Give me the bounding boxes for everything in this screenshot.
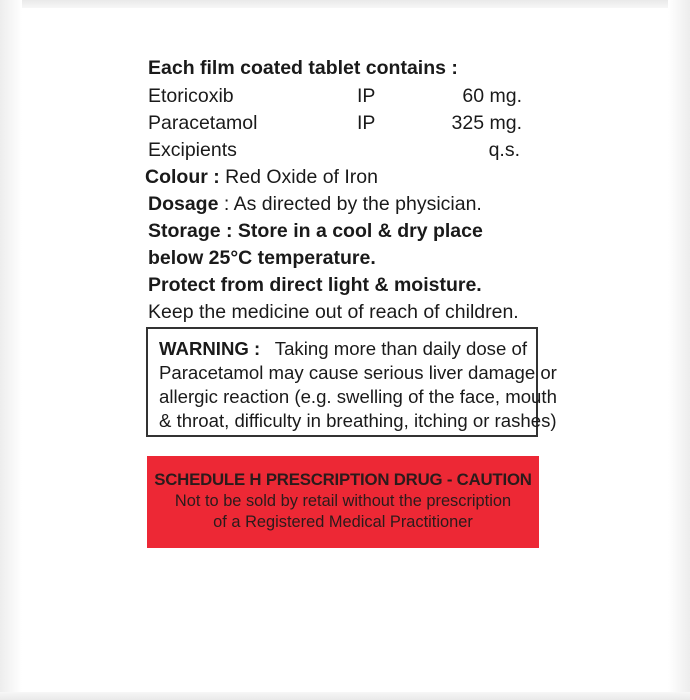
bottom-edge-shadow	[0, 692, 690, 700]
ingredient-standard: IP	[357, 112, 376, 134]
top-edge-shadow	[0, 0, 690, 8]
ingredient-name: Paracetamol	[148, 112, 258, 134]
warning-box	[146, 327, 557, 437]
ingredient-name: Excipients	[148, 139, 237, 161]
ingredient-quantity: q.s.	[488, 139, 520, 161]
storage-line-1: Storage : Store in a cool & dry place	[148, 220, 483, 242]
schedule-h-line-2: of a Registered Medical Practitioner	[213, 513, 473, 531]
warning-line-1	[159, 337, 527, 361]
schedule-h-title: SCHEDULE H PRESCRIPTION DRUG - CAUTION	[154, 470, 532, 489]
warning-label: WARNING :	[159, 338, 261, 359]
warning-text-2: Paracetamol may cause serious liver damage or	[159, 362, 557, 383]
composition-heading: Each film coated tablet contains :	[148, 57, 458, 79]
ingredient-quantity: 60 mg.	[462, 85, 522, 107]
protect-line: Protect from direct light & moisture.	[148, 274, 482, 296]
warning-line-3	[159, 385, 557, 409]
ingredient-quantity: 325 mg.	[451, 112, 522, 134]
keep-out-of-reach-line: Keep the medicine out of reach of children.	[148, 301, 519, 323]
dosage-line	[148, 192, 482, 216]
dosage-label: Dosage	[148, 193, 219, 215]
dosage-value: : As directed by the physician.	[223, 193, 482, 215]
left-edge-shadow	[0, 0, 22, 700]
schedule-h-box	[147, 456, 539, 548]
storage-line-2: below 25°C temperature.	[148, 247, 376, 269]
warning-line-4	[159, 409, 557, 433]
schedule-h-line-1: Not to be sold by retail without the prescription	[174, 492, 512, 510]
colour-label: Colour :	[145, 166, 220, 188]
warning-text-3: allergic reaction (e.g. swelling of the face, mouth	[159, 386, 557, 407]
colour-value: Red Oxide of Iron	[225, 166, 378, 188]
warning-line-2	[159, 361, 557, 385]
colour-line	[145, 165, 378, 189]
ingredient-name: Etoricoxib	[148, 85, 234, 107]
ingredient-standard: IP	[357, 85, 376, 107]
warning-text-1: Taking more than daily dose of	[274, 338, 527, 359]
warning-text-4: & throat, difficulty in breathing, itching or rashes)	[159, 410, 557, 431]
right-edge-shadow	[668, 0, 690, 700]
